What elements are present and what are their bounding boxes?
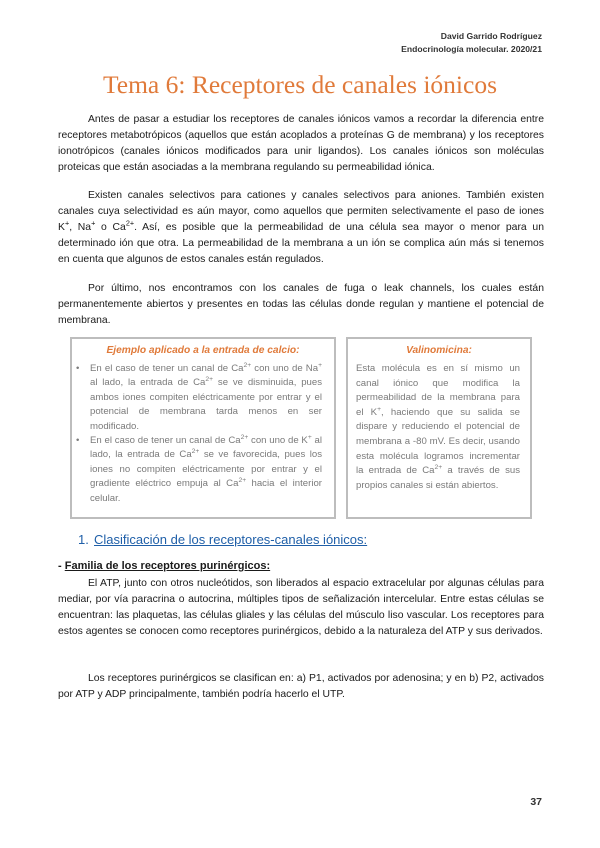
leak-channels-paragraph [58, 281, 544, 329]
selectivity-paragraph [58, 188, 544, 268]
calcium-box-list [72, 362, 334, 506]
item-text: se ve disminuida, pues ambos iones compiten eléctricamente por entrar y el potencial de membrana tarda menos en ser modificado. [90, 377, 322, 432]
superscript: 2+ [205, 376, 214, 384]
item-text: al lado, la entrada de Ca [90, 435, 322, 461]
selectivity-text-a: Existen canales selectivos para cationes y canales selectivos para aniones. También existen canales cuya selectividad es aún mayor, como aquellos que permiten selectivamente el paso de iones K [58, 190, 544, 234]
header-author: David Garrido Rodríguez [440, 31, 542, 41]
header-course: Endocrinología molecular. 2020/21 [401, 44, 542, 54]
superscript: + [377, 405, 382, 413]
subsection-prefix: - [58, 560, 65, 572]
intro-paragraph-text: Antes de pasar a estudiar los receptores de canales iónicos vamos a recordar la diferencia entre receptores metabotrópicos (aquellos que están acoplados a proteínas G de membrana) y los receptores ionotrópicos (canales iónicos modificados para unir ligandos). Los canales iónicos son moléculas proteicas que están asociadas a la membrana regulando su permeabilidad iónica. [58, 114, 544, 174]
item-text: En el caso de tener un canal de Ca [90, 363, 244, 374]
box-text: , haciendo que su salida se dispare y reduciendo el potencial de membrana a -80 mV. Es decir, usando esta molécula logramos incrementar la entrada de Ca [356, 406, 520, 477]
item-text: con uno de K [248, 435, 308, 447]
page-header [401, 30, 542, 56]
superscript: + [64, 218, 70, 228]
item-text: En el caso de tener un canal de Ca [90, 435, 241, 447]
list-item [90, 434, 334, 506]
list-item [90, 362, 334, 434]
valinomycin-box-text [348, 362, 530, 493]
section-title: Clasificación de los receptores-canales iónicos: [94, 532, 368, 547]
atp-paragraph-text: El ATP, junto con otros nucleótidos, son liberados al espacio extracelular por algunas células para mediar, por vía paracrina o autocrina, múltiples tipos de señalización intercelular. Entre estas células se encuentran: las plaquetas, las células gliales y las células del músculo liso vascular. Los receptores para estos agentes se conocen como receptores purinérgicos, debido a la naturaleza del ATP y sus derivados. [58, 578, 544, 638]
section-heading [78, 532, 367, 547]
selectivity-text-b: , Na [69, 222, 92, 234]
superscript: 2+ [243, 361, 252, 369]
calcium-box-title: Ejemplo aplicado a la entrada de calcio: [106, 345, 300, 356]
item-text: al lado, la entrada de Ca [90, 377, 206, 389]
page-title: Tema 6: Receptores de canales iónicos [102, 70, 498, 99]
superscript: + [318, 361, 322, 369]
superscript: + [307, 433, 312, 441]
page-number: 37 [530, 796, 542, 808]
selectivity-text-d: . Así, es posible que la permeabilidad de una célula sea mayor o menor para un determinado ión que otra. La permeabilidad de la membrana a un ión se complica aún más si tenemos en cuenta que algunos de estos canales están regulados. [58, 222, 544, 266]
subsection-heading [58, 560, 270, 572]
calcium-example-box [70, 337, 336, 519]
item-text: hacia el interior celular. [90, 478, 322, 504]
superscript: 2+ [434, 463, 443, 471]
purinergic-classification-paragraph [58, 671, 544, 703]
subsection-title: Familia de los receptores purinérgicos: [64, 560, 271, 572]
leak-channels-text: Por último, nos encontramos con los canales de fuga o leak channels, los cuales están permanentemente abiertos y presentes en todas las células donde regulan y mantiene el potencial de membrana. [58, 283, 544, 327]
section-number: 1. [78, 532, 89, 547]
superscript: 2+ [191, 448, 200, 456]
intro-paragraph [58, 112, 544, 176]
item-text: con uno de Na [251, 363, 319, 374]
box-text: Esta molécula es en sí mismo un canal iónico que modifica la permeabilidad de la membrana para el K [356, 363, 520, 418]
purinergic-classification-text: Los receptores purinérgicos se clasifican en: a) P1, activados por adenosina; y en b) P2, activados por ATP y ADP principalmente, también podría hacerlo el UTP. [58, 673, 544, 701]
box-text: a través de sus propios canales si están abiertos. [356, 465, 520, 491]
valinomycin-box [346, 337, 532, 519]
superscript: 2+ [238, 477, 247, 485]
valinomycin-box-title: Valinomicina: [406, 345, 472, 356]
superscript: 2+ [240, 433, 249, 441]
atp-paragraph [58, 576, 544, 640]
selectivity-text-c: o Ca [95, 222, 126, 234]
superscript: + [91, 218, 96, 228]
item-text: se ve favorecida, pues los iones no compiten eléctricamente por entrar y el gradiente eléctrico empuja al Ca [90, 449, 323, 490]
superscript: 2+ [125, 218, 135, 228]
